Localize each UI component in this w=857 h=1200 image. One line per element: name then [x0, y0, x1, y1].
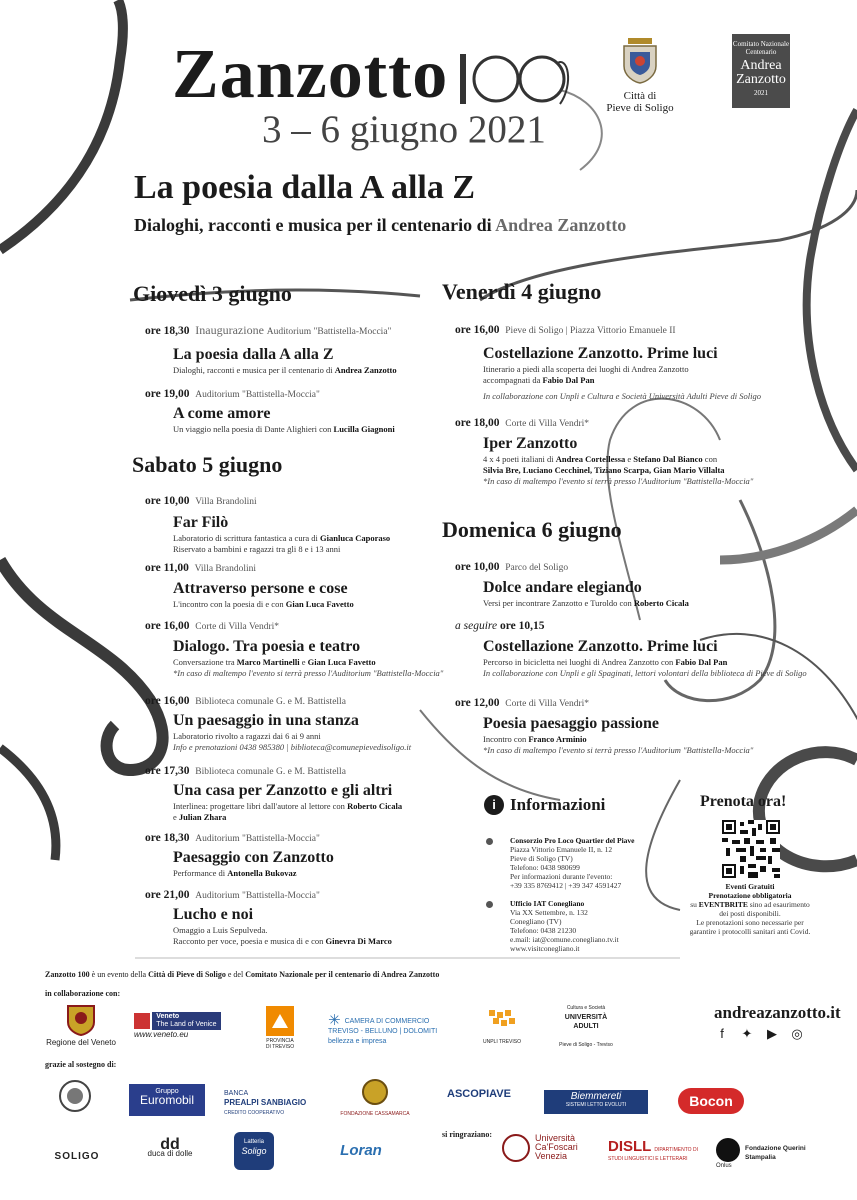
website-link[interactable]: andreazanzotto.it [714, 1003, 841, 1022]
event-place: Corte di Villa Vendri* [505, 419, 590, 429]
event-desc [173, 533, 465, 544]
logo-cantina [55, 1078, 95, 1116]
event-sat-4 [145, 694, 465, 753]
event-sat-2 [145, 561, 465, 610]
desc-text: e [173, 812, 179, 822]
event-fri-2 [455, 416, 815, 487]
prenota-text [680, 882, 820, 936]
event-time: ore 19,00 [145, 388, 190, 400]
event-sat-1 [145, 494, 465, 555]
note-text: *In caso di maltempo l'evento si terrà presso l'Auditorium "Battistella-Moccia" [483, 745, 754, 755]
event-note [483, 668, 815, 679]
event-desc: Laboratorio rivolto a ragazzi dai 6 ai 9 anni [173, 731, 321, 741]
event-time-row [455, 619, 815, 633]
logo-text: DISLL [608, 1138, 652, 1155]
desc-name: Roberto Cicala [633, 598, 689, 608]
logo-text: Bocon [689, 1093, 733, 1109]
event-desc [483, 454, 815, 465]
info-line[interactable]: www.visitconegliano.it [510, 944, 580, 953]
desc-name: Gian Luca Favetto [285, 599, 354, 609]
event-place: Corte di Villa Vendri* [505, 699, 590, 709]
event-time-row [145, 619, 465, 634]
collab-label: in collaborazione con: [45, 989, 121, 998]
bullet-icon [486, 838, 493, 845]
logo-duca-di-dolle [140, 1136, 200, 1158]
event-title: Costellazione Zanzotto. Prime luci [483, 638, 718, 655]
note-text: Info e prenotazioni 0438 985380 | biblioteca@comunepievedisoligo.it [173, 742, 412, 752]
prenota-line: Eventi Gratuiti [725, 882, 775, 891]
event-note [483, 476, 815, 487]
provincia-icon [266, 1006, 294, 1036]
event-time: ore 12,00 [455, 697, 500, 709]
event-time: ore 17,30 [145, 765, 190, 777]
logo-text: SISTEMI LETTO EVOLUTI [565, 1102, 627, 1108]
logo-text: BANCA [224, 1090, 249, 1097]
event-note [483, 745, 815, 756]
info-icon: i [484, 795, 504, 815]
event-time: ore 18,30 [145, 325, 190, 337]
info-line: Consorzio Pro Loco Quartier del Piave [510, 836, 635, 845]
logo-camera-commercio [328, 1012, 478, 1046]
credit-part: Zanzotto 100 [45, 970, 90, 979]
event-time: ore 11,00 [145, 562, 189, 574]
logo-text: www.veneto.eu [134, 1030, 189, 1039]
day-heading-sun: Domenica 6 giugno [442, 517, 622, 542]
prenota-line: garantire i protocolli sanitari anti Covid. [689, 927, 811, 936]
desc-name: Andrea Zanzotto [334, 365, 397, 375]
logo-text: bellezza e impresa [328, 1038, 387, 1045]
event-title: La poesia dalla A alla Z [173, 346, 334, 363]
desc-name: Stefano Dal Bianco [633, 454, 703, 464]
comitato-name2: Zanzotto [736, 72, 786, 87]
desc-text: Versi per incontrare Zanzotto e Turoldo con [483, 598, 634, 608]
prenota-line: su [690, 900, 699, 909]
desc-text: Incontro con [483, 734, 529, 744]
logo-regione-veneto [46, 1004, 116, 1047]
comitato-small2: Centenario [745, 48, 777, 56]
logo-banca-prealpi [224, 1088, 324, 1118]
grazie-label: grazie al sostegno di: [45, 1060, 117, 1069]
info-line[interactable]: e.mail: iat@comune.conegliano.tv.it [510, 935, 619, 944]
subheadline [134, 214, 626, 236]
logo-text: DIPARTIMENTO DI STUDI LINGUISTICI E LETTERARI [608, 1147, 698, 1162]
logo-fondazione-cassamarca [330, 1078, 420, 1119]
bullet-icon [486, 901, 493, 908]
event-title: Dolce andare elegiando [483, 579, 642, 596]
note-text: *In caso di maltempo l'evento si terrà presso l'Auditorium "Battistella-Moccia" [173, 668, 444, 678]
event-time-row [145, 387, 465, 402]
logo-text: Veneto [156, 1013, 180, 1020]
logo-text: Onlus [716, 1163, 732, 1169]
info-line: Piazza Vittorio Emanuele II, n. 12 [510, 845, 613, 854]
note-text: In collaborazione con Unpli e Cultura e Società Università Adulti Pieve di Soligo [483, 391, 761, 401]
instagram-icon[interactable]: ◎ [791, 1026, 803, 1041]
credit-part: Città di Pieve di Soligo [148, 970, 226, 979]
comitato-name1: Andrea [740, 58, 782, 73]
desc-name: Andrea Cortellessa [555, 454, 626, 464]
info-title: Informazioni [510, 795, 606, 814]
qr-code-icon[interactable] [722, 820, 780, 878]
desc-text: accompagnati da [483, 375, 543, 385]
info-line: Per informazioni durante l'evento: [510, 872, 613, 881]
event-desc [173, 599, 465, 610]
event-time: ore 10,00 [145, 495, 190, 507]
event-title: Una casa per Zanzotto e gli altri [173, 782, 393, 799]
desc-text: Percorso in bicicletta nei luoghi di Andrea Zanzotto con [483, 657, 676, 667]
info-block-proloco [510, 836, 635, 890]
logo-text: CREDITO COOPERATIVO [224, 1110, 285, 1116]
event-time-row [145, 764, 465, 779]
event-sat-5 [145, 764, 465, 823]
desc-name: Fabio Dal Pan [542, 375, 595, 385]
logo-universita-adulti [556, 1004, 616, 1050]
event-desc: Itinerario a piedi alla scoperta dei luoghi di Andrea Zanzotto [483, 364, 689, 374]
event-desc [173, 424, 465, 435]
event-place: Auditorium "Battistella-Moccia" [195, 834, 320, 844]
logo-provincia [264, 1006, 296, 1050]
event-title: Dialogo. Tra poesia e teatro [173, 638, 361, 655]
comitato-small1: Comitato Nazionale [732, 40, 790, 48]
desc-name: Gianluca Caporaso [320, 533, 391, 543]
event-title: Poesia paesaggio passione [483, 715, 660, 732]
event-note [173, 668, 465, 679]
event-time: ore 18,00 [455, 417, 500, 429]
desc-text: Un viaggio nella poesia di Dante Alighieri con [173, 424, 334, 434]
event-desc2: Riservato a bambini e ragazzi tra gli 8 e i 13 anni [173, 544, 341, 554]
event-dates: 3 – 6 giugno 2021 [262, 108, 546, 151]
logo-text: Gruppo [155, 1088, 179, 1095]
event-title: Costellazione Zanzotto. Prime luci [483, 345, 718, 362]
info-line: Ufficio IAT Conegliano [510, 899, 585, 908]
logo-text: Latteria [243, 1139, 264, 1145]
event-place: Corte di Villa Vendri* [195, 622, 280, 632]
event-time: ore 18,30 [145, 832, 190, 844]
logo-text: CAMERA DI COMMERCIO [344, 1018, 430, 1025]
logo-text: duca di dolle [147, 1149, 193, 1158]
event-desc2 [483, 465, 815, 476]
eventbrite-label: EVENTBRITE [698, 900, 748, 909]
logo-soligo [46, 1152, 108, 1161]
logo-bocon [678, 1088, 744, 1114]
logo-latteria-soligo [234, 1132, 274, 1170]
desc-name: Lucilla Giagnoni [333, 424, 395, 434]
note-text: *In caso di maltempo l'evento si terrà presso l'Auditorium "Battistella-Moccia" [483, 476, 754, 486]
logo-text: SOLIGO [54, 1151, 100, 1162]
desc-name: Marco Martinelli [236, 657, 300, 667]
event-desc: Omaggio a Luis Sepulveda. [173, 925, 268, 935]
logo-text: Università [535, 1133, 576, 1143]
desc-text: Dialoghi, racconti e musica per il centenario di [173, 365, 335, 375]
event-title: A come amore [173, 405, 271, 422]
event-place: Parco del Soligo [505, 563, 569, 573]
event-title: Attraverso persone e cose [173, 580, 348, 597]
event-time-row [145, 694, 465, 709]
social-links [714, 1026, 805, 1042]
desc-text: Racconto per voce, poesia e musica di e con [173, 936, 326, 946]
coat-of-arms-icon [618, 34, 662, 84]
event-time: ore 10,15 [499, 620, 545, 632]
event-desc2 [173, 936, 465, 947]
event-desc [483, 734, 815, 745]
desc-text: Performance di [173, 868, 228, 878]
logo-text: Euromobil [139, 1093, 195, 1107]
logo-ascopiave [436, 1090, 522, 1099]
comitato-year: 2021 [754, 89, 768, 97]
event-prefix: a seguire [455, 620, 498, 632]
desc-text: Interlinea: progettare libri dall'autore al lettore con [173, 801, 348, 811]
ringraziamo-label: si ringraziano: [442, 1130, 492, 1139]
event-place: Biblioteca comunale G. e M. Battistella [195, 767, 346, 777]
logo-text: Loran [340, 1142, 382, 1159]
desc-name: Silvia Bre, Luciano Cecchinel, Tiziano Scarpa, Gian Mario Villalta [483, 465, 725, 475]
logo-euromobil [129, 1084, 205, 1116]
info-line: Conegliano (TV) [510, 917, 562, 926]
logo-disll [608, 1138, 708, 1164]
event-desc [483, 598, 815, 609]
headline: La poesia dalla A alla Z [134, 169, 476, 206]
ca-foscari-seal-icon [502, 1134, 530, 1162]
event-place: Auditorium "Battistella-Moccia" [195, 390, 320, 400]
event-title: Iper Zanzotto [483, 435, 578, 452]
desc-text: con [702, 454, 718, 464]
event-time: ore 21,00 [145, 889, 190, 901]
event-tag: Inaugurazione [195, 323, 264, 337]
twitter-icon[interactable]: ✦ [741, 1026, 753, 1041]
event-time-row [455, 560, 815, 575]
info-line: Via XX Settembre, n. 132 [510, 908, 588, 917]
event-time-row [455, 696, 815, 711]
credit-part: e del [225, 970, 246, 979]
event-desc [173, 365, 465, 376]
subheadline-prefix: Dialoghi, racconti e musica per il centenario di [134, 215, 496, 235]
event-time-row [455, 323, 815, 338]
event-time: ore 16,00 [145, 695, 190, 707]
info-line: Telefono: 0438 980699 [510, 863, 580, 872]
prenota-line: Le prenotazioni sono necessarie per [696, 918, 804, 927]
event-desc [173, 657, 465, 668]
credit-part: Comitato Nazionale per il centenario di Andrea Zanzotto [245, 970, 440, 979]
event-title: Zanzotto [172, 36, 449, 113]
event-time: ore 16,00 [455, 324, 500, 336]
event-sat-6 [145, 831, 465, 879]
logo-text: Regione del Veneto [46, 1038, 116, 1047]
logo-text: UNPLI TREVISO [483, 1039, 521, 1045]
event-title: Un paesaggio in una stanza [173, 712, 359, 729]
event-place: Biblioteca comunale G. e M. Battistella [195, 697, 346, 707]
note-text: In collaborazione con Unpli e gli Spaginati, lettori volontari della biblioteca di Pieve di Soligo [483, 668, 807, 678]
logo-text: ASCOPIAVE [447, 1088, 511, 1100]
city-line2: Pieve di Soligo [606, 102, 674, 114]
logo-text: Soligo [241, 1146, 267, 1156]
event-time: ore 10,00 [455, 561, 500, 573]
event-time-row [145, 888, 465, 903]
event-desc [173, 801, 465, 812]
event-time-row [145, 561, 465, 576]
logo-unpli [482, 1008, 522, 1047]
event-desc [483, 657, 815, 668]
duca-dd-icon: dd [160, 1136, 180, 1153]
desc-text: Conversazione tra [173, 657, 237, 667]
desc-name: Gian Luca Favetto [307, 657, 376, 667]
event-thu-1 [145, 323, 465, 376]
desc-name: Roberto Cicala [347, 801, 403, 811]
logo-text: Fondazione Querini Stampalia [745, 1145, 806, 1161]
logo-text: FONDAZIONE CASSAMARCA [340, 1111, 410, 1117]
event-desc2 [173, 812, 465, 823]
logo-text: UNIVERSITÀ ADULTI [564, 1014, 608, 1030]
logo-veneto [134, 1012, 244, 1039]
lion-icon [66, 1004, 96, 1036]
event-thu-2 [145, 387, 465, 435]
event-sun-2 [455, 619, 815, 679]
prenota-line: dei posti disponibili. [719, 909, 781, 918]
logo-querini-stampalia [716, 1138, 828, 1171]
info-line: Telefono: 0438 21230 [510, 926, 577, 935]
event-time-row [145, 494, 465, 509]
event-fri-1 [455, 323, 815, 402]
event-sat-3 [145, 619, 465, 679]
event-title: Lucho e noi [173, 906, 254, 923]
querini-icon [716, 1138, 740, 1162]
event-note [483, 391, 815, 402]
event-sat-7 [145, 888, 465, 947]
credit-part: è un evento della [89, 970, 149, 979]
event-place: Auditorium "Battistella-Moccia" [266, 327, 392, 337]
event-place: Villa Brandolini [194, 564, 257, 574]
event-time-row [455, 416, 815, 431]
desc-name: Fabio Dal Pan [675, 657, 728, 667]
subheadline-name: Andrea Zanzotto [495, 215, 627, 235]
info-block-iat [510, 899, 619, 953]
logo-text: PROVINCIA DI TREVISO [265, 1038, 295, 1050]
event-sun-1 [455, 560, 815, 609]
event-place: Pieve di Soligo | Piazza Vittorio Emanuele II [505, 326, 676, 336]
prenota-line: sino ad esaurimento [747, 900, 810, 909]
logo-text: Biemmereti [570, 1091, 622, 1102]
logo-text: TREVISO - BELLUNO | DOLOMITI [328, 1028, 438, 1035]
logo-text: Ca'Foscari [535, 1142, 578, 1152]
youtube-icon[interactable]: ▶ [767, 1026, 777, 1041]
desc-text: e [299, 657, 308, 667]
day-heading-thu: Giovedì 3 giugno [133, 281, 292, 306]
logo-ca-foscari [502, 1134, 596, 1162]
logo-loran [312, 1142, 410, 1159]
event-time-row [145, 323, 465, 339]
city-label [598, 90, 682, 114]
prenota-title: Prenota ora! [700, 793, 787, 810]
info-line: Pieve di Soligo (TV) [510, 854, 573, 863]
desc-text: L'incontro con la poesia di e con [173, 599, 286, 609]
logo-text: Pieve di Soligo - Treviso [559, 1042, 613, 1048]
event-place: Auditorium "Battistella-Moccia" [195, 891, 320, 901]
veneto-flag-icon [134, 1013, 150, 1029]
desc-text: Laboratorio di scrittura fantastica a cura di [173, 533, 321, 543]
unpli-icon [487, 1008, 517, 1034]
logo-text: The Land of Venice [156, 1021, 217, 1028]
event-place: Villa Brandolini [195, 497, 257, 507]
info-line: +39 335 8769412 | +39 347 4591427 [510, 881, 622, 890]
prenota-line: Prenotazione obbligatoria [708, 891, 792, 900]
event-sun-3 [455, 696, 815, 756]
event-time: ore 16,00 [145, 620, 190, 632]
event-title: Paesaggio con Zanzotto [173, 849, 334, 866]
comitato-badge [732, 34, 790, 108]
desc-name: Antonella Bukovaz [227, 868, 297, 878]
desc-text: 4 x 4 poeti italiani di [483, 454, 556, 464]
cassamarca-seal-icon [362, 1078, 388, 1106]
desc-name: Franco Arminio [528, 734, 587, 744]
logo-text: Venezia [535, 1151, 568, 1161]
camera-icon: ✳ [328, 1012, 341, 1029]
desc-name: Ginevra Di Marco [325, 936, 392, 946]
day-heading-sat: Sabato 5 giugno [132, 452, 283, 477]
event-desc [173, 868, 465, 879]
desc-name: Julian Zhara [178, 812, 227, 822]
footer-credit [45, 970, 439, 980]
event-time-row [145, 831, 465, 846]
event-note [173, 742, 465, 753]
city-line1: Città di [623, 90, 657, 102]
day-heading-fri: Venerdì 4 giugno [442, 279, 602, 304]
event-desc2 [483, 375, 815, 386]
facebook-icon[interactable]: f [720, 1026, 724, 1041]
event-title: Far Filò [173, 514, 229, 531]
logo-text: PREALPI SANBIAGIO [224, 1098, 307, 1107]
logo-text: Cultura e Società [566, 1005, 606, 1011]
hundred-logo [456, 44, 574, 110]
cantina-seal-icon [58, 1078, 92, 1114]
desc-text: e [625, 454, 634, 464]
logo-biemmereti [544, 1090, 648, 1114]
